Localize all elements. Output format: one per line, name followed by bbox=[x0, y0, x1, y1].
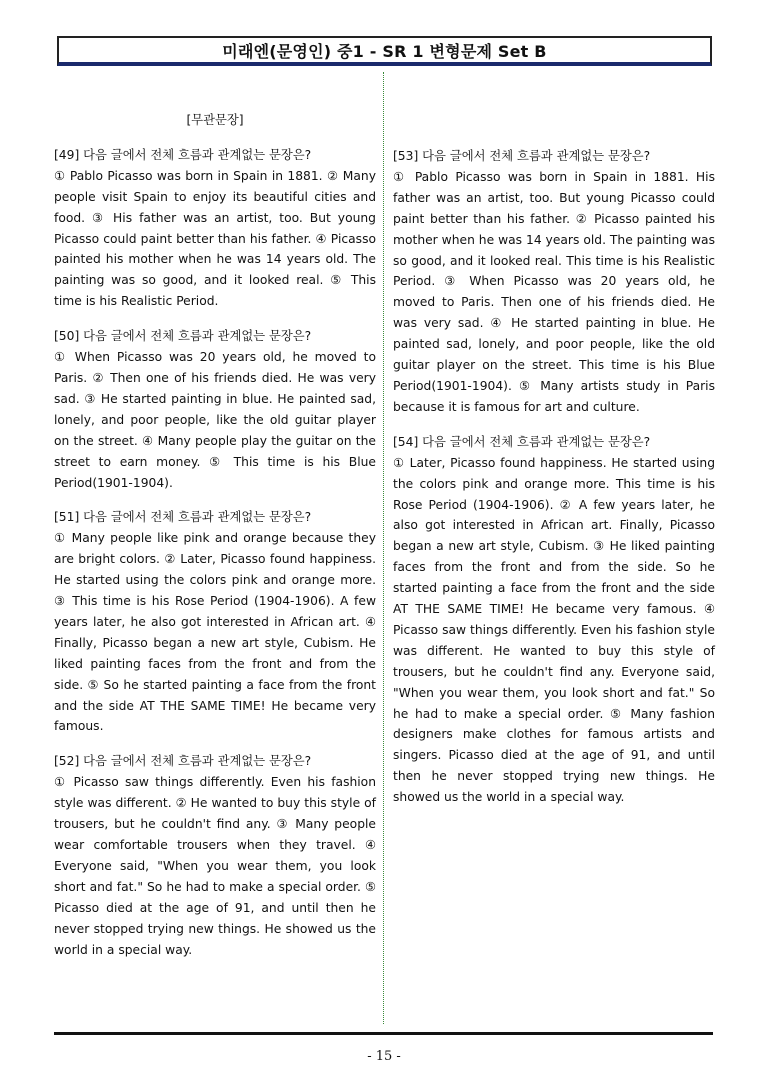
page-title: 미래엔(문영인) 중1 - SR 1 변형문제 Set B bbox=[222, 41, 547, 61]
question-title: [50] 다음 글에서 전체 흐름과 관계없는 문장은? bbox=[54, 329, 312, 344]
question-54 bbox=[393, 432, 715, 808]
question-title: [54] 다음 글에서 전체 흐름과 관계없는 문장은? bbox=[393, 434, 651, 449]
page-number: - 15 - bbox=[367, 1049, 401, 1064]
section-label: [무관문장] bbox=[186, 113, 244, 127]
column-divider bbox=[383, 72, 384, 1024]
question-49 bbox=[54, 145, 376, 312]
footer-rule bbox=[54, 1032, 713, 1035]
left-column bbox=[54, 110, 376, 974]
question-passage: ① When Picasso was 20 years old, he moved to Paris. ② Then one of his friends died. He was very sad. ③ He started painting in blue. He painted sad, lonely, and poor people, like the old guitar player on the street. ④ Many people play the guitar on the street to earn money. ⑤ This time is his Blue Period(1901-1904). bbox=[54, 350, 376, 490]
header-box bbox=[57, 36, 712, 66]
question-53 bbox=[393, 146, 715, 418]
right-column bbox=[393, 146, 715, 822]
question-title: [53] 다음 글에서 전체 흐름과 관계없는 문장은? bbox=[393, 149, 651, 163]
question-passage: ① Many people like pink and orange because they are bright colors. ② Later, Picasso found happiness. He started using the colors pink and orange more. ③ This time is his Rose Period (1904-1906). A few years later, he also got interested in African art. ④ Finally, Picasso began a new art style, Cubism. He liked painting faces from the front and from the side. ⑤ So he started painting a face from the front and the side AT THE SAME TIME! He became very famous. bbox=[54, 531, 376, 734]
question-50 bbox=[54, 326, 376, 493]
question-passage: ① Picasso saw things differently. Even his fashion style was different. ② He wanted to buy this style of trousers, but he couldn't find any. ③ Many people wear comfortable trousers when they travel. ④ Everyone said, "When you wear them, you look short and fat." So he had to make a special order. ⑤ Picasso died at the age of 91, and until then he never stopped trying new things. He showed us the world in a special way. bbox=[54, 775, 376, 957]
question-passage: ① Pablo Picasso was born in Spain in 1881. His father was an artist, too. But young Picasso could paint better than his father. ② Picasso painted his mother when he was 14 years old. The painting was so good, and it looked real. This time is his Realistic Period. ③ When Picasso was 20 years old, he moved to Paris. Then one of his friends died. He was very sad. ④ He started painting in blue. He painted sad, lonely, and poor people, like the old guitar player on the street. This time is his Blue Period(1901-1904). ⑤ Many artists study in Paris because it is famous for art and culture. bbox=[393, 169, 715, 414]
question-51 bbox=[54, 507, 376, 737]
question-52 bbox=[54, 751, 376, 960]
question-title: [52] 다음 글에서 전체 흐름과 관계없는 문장은? bbox=[54, 754, 312, 769]
question-title: [49] 다음 글에서 전체 흐름과 관계없는 문장은? bbox=[54, 147, 312, 162]
question-passage: ① Pablo Picasso was born in Spain in 1881. ② Many people visit Spain to enjoy its beautiful cities and food. ③ His father was an artist, too. But young Picasso could paint better than his father. ④ Picasso painted his mother when he was 14 years old. The painting was so good, and it looked real. ⑤ This time is his Realistic Period. bbox=[54, 168, 376, 309]
question-title: [51] 다음 글에서 전체 흐름과 관계없는 문장은? bbox=[54, 510, 312, 525]
question-passage: ① Later, Picasso found happiness. He started using the colors pink and orange more. This time is his Rose Period (1904-1906). ② A few years later, he also got interested in African art. Finally, Picasso began a new art style, Cubism. ③ He liked painting faces from the front and from the side. So he started painting a face from the front and the side AT THE SAME TIME! He became very famous. ④ Picasso saw things differently. Even his fashion style was different. He wanted to buy this style of trousers, but he couldn't find any. Everyone said, "When you wear them, you look short and fat." So he had to make a special order. ⑤ Many fashion designers make clothes for famous artists and singers. Picasso died at the age of 91, and until then he never stopped trying new things. He showed us the world in a special way. bbox=[393, 455, 715, 805]
